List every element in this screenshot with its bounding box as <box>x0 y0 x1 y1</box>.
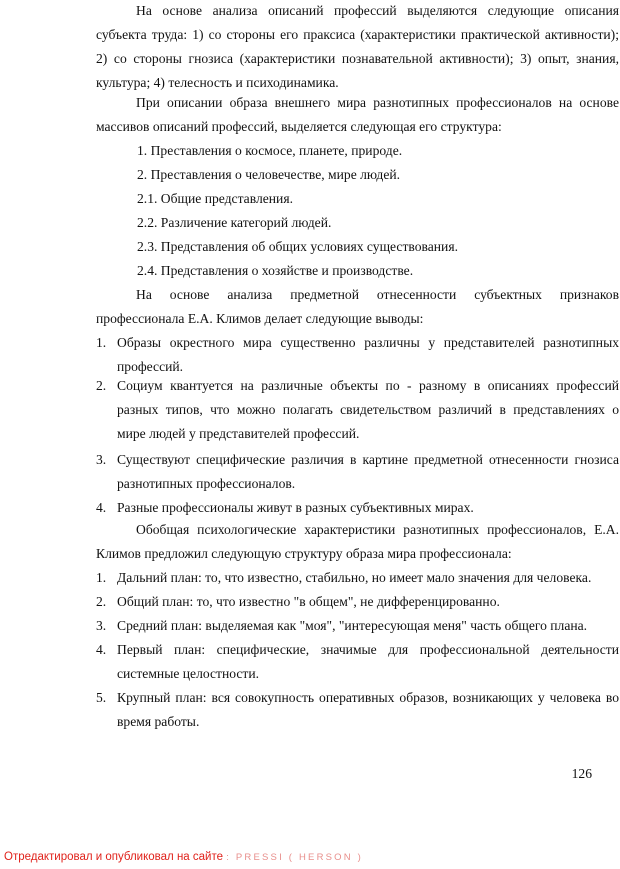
text-line: системные целостности. <box>117 666 260 681</box>
list-item-text <box>117 590 619 614</box>
text-line: При описании образа внешнего мира разнотипных профессионалов на основе <box>136 95 619 110</box>
text-line: Социум квантуется на различные объекты по - разному в описаниях профессий <box>117 378 619 393</box>
list-number: 1. <box>96 570 107 585</box>
paragraph-klimov-conclusions <box>96 283 619 331</box>
text-line: Образы окрестного мира существенно различны у представителей разнотипных <box>117 335 619 350</box>
paragraph-world-image <box>96 91 619 139</box>
list-item-text <box>117 638 619 686</box>
list-number: 4. <box>96 500 107 515</box>
structure-item: 2.3. Представления об общих условиях существования. <box>137 239 458 254</box>
text-line: Существуют специфические различия в картине предметной отнесенности гнозиса <box>117 452 619 467</box>
footer-site-logo[interactable]: : PRESSI ( HERSON ) <box>226 852 364 863</box>
text-line: Обобщая психологические характеристики разнотипных профессионалов, Е.А. <box>136 522 619 537</box>
structure-item: 2.4. Представления о хозяйстве и производстве. <box>137 263 414 278</box>
list-number: 1. <box>96 335 107 350</box>
text-line: Первый план: специфические, значимые для профессиональной деятельности <box>117 642 619 657</box>
text-line: мире людей у представителей профессий. <box>117 426 360 441</box>
text-line: Крупный план: вся совокупность оперативных образов, возникающих у человека во <box>117 690 619 705</box>
text-line: разнотипных профессионалов. <box>117 476 296 491</box>
list-number: 4. <box>96 642 107 657</box>
text-line: На основе анализа предметной отнесенности субъектных признаков <box>136 287 619 302</box>
text-line: субъекта труда: 1) со стороны его праксиса (характеристики практической активности); <box>96 27 619 42</box>
list-number: 2. <box>96 594 107 609</box>
text-line: массивов описаний профессий, выделяется следующая его структура: <box>96 119 502 134</box>
text-line: Климов предложил следующую структуру образа мира профессионала: <box>96 546 512 561</box>
list-item-text <box>117 448 619 496</box>
list-item-text <box>117 686 619 734</box>
page-number: 126 <box>571 766 592 781</box>
paragraph-image-structure <box>96 518 619 566</box>
text-line: Средний план: выделяемая как "моя", "интересующая меня" часть общего плана. <box>117 618 588 633</box>
list-item-text <box>117 496 619 520</box>
text-line: профессий. <box>117 359 184 374</box>
list-number: 5. <box>96 690 107 705</box>
text-line: время работы. <box>117 714 200 729</box>
text-line: Разные профессионалы живут в разных субъективных мирах. <box>117 500 474 515</box>
text-line: культура; 4) телесность и психодинамика. <box>96 75 339 90</box>
text-line: разных типов, что можно полагать свидетельством различий в представлениях о <box>117 402 619 417</box>
text-line: Общий план: то, что известно "в общем", не дифференцированно. <box>117 594 500 609</box>
structure-item: 2. Преставления о человечестве, мире людей. <box>137 167 401 182</box>
text-line: На основе анализа описаний профессий выделяются следующие описания <box>136 3 619 18</box>
list-number: 3. <box>96 618 107 633</box>
footer-credit <box>4 851 363 863</box>
structure-item: 2.2. Различение категорий людей. <box>137 215 332 230</box>
structure-item: 2.1. Общие представления. <box>137 191 293 206</box>
list-item-text <box>117 374 619 446</box>
text-line: Дальний план: то, что известно, стабильно, но имеет мало значения для человека. <box>117 570 592 585</box>
paragraph-subject-descriptions <box>96 0 619 95</box>
list-number: 3. <box>96 452 107 467</box>
text-line: 2) со стороны гнозиса (характеристики познавательной активности); 3) опыт, знания, <box>96 51 619 66</box>
list-item-text <box>117 331 619 379</box>
list-item-text <box>117 614 619 638</box>
structure-item: 1. Преставления о космосе, планете, природе. <box>137 143 403 158</box>
text-line: профессионала Е.А. Климов делает следующие выводы: <box>96 311 424 326</box>
list-item-text <box>117 566 619 590</box>
footer-text: Отредактировал и опубликовал на сайте <box>4 851 223 863</box>
list-number: 2. <box>96 378 107 393</box>
